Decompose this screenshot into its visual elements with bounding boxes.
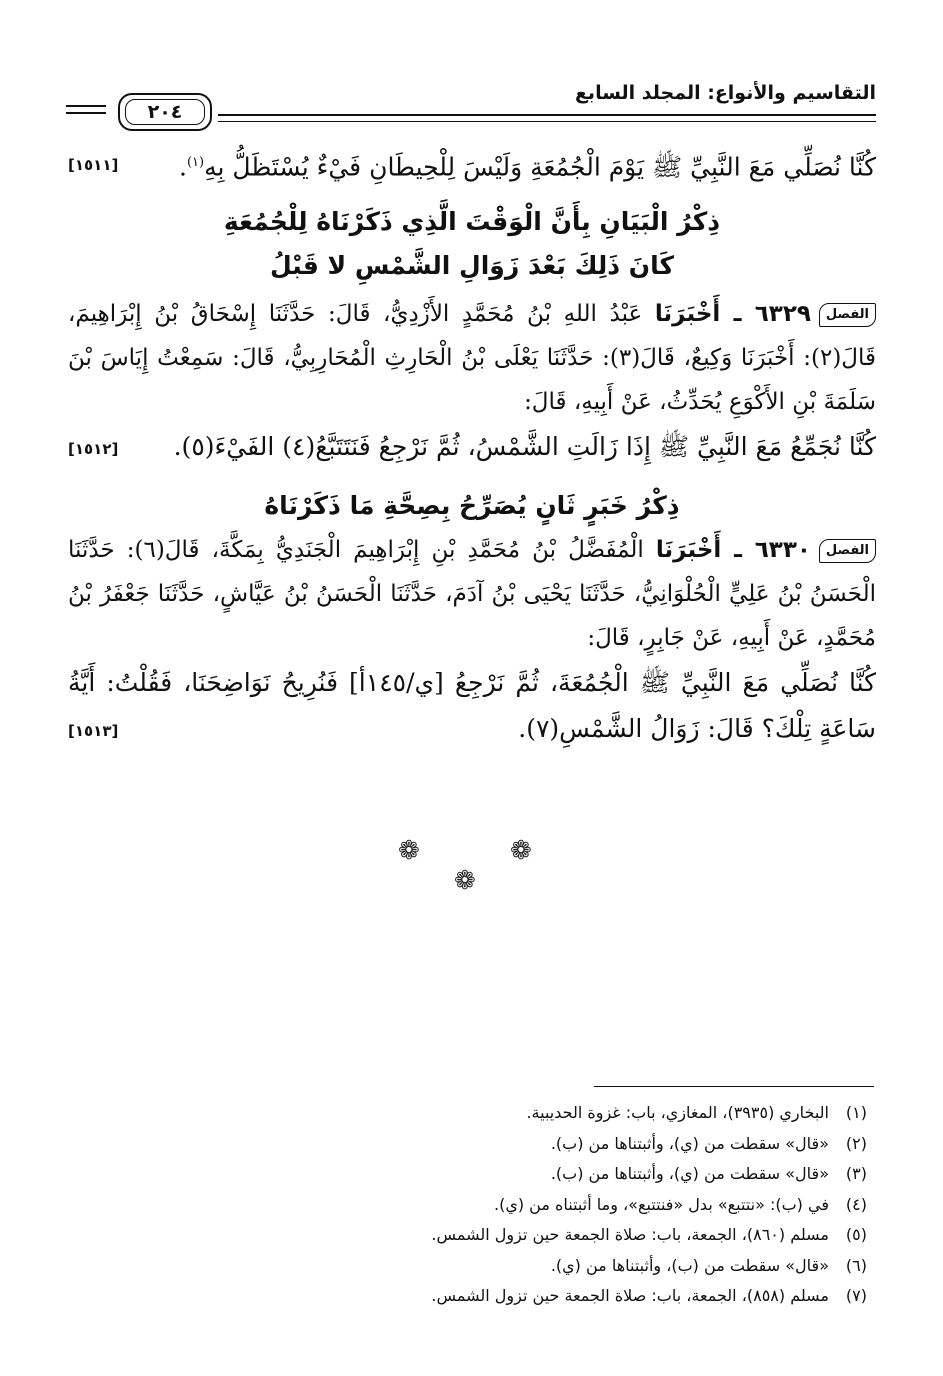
footnote-item: (٦)«قال» سقطت من (ب)، وأثبتناها من (ي). — [550, 1255, 867, 1275]
page-header — [66, 74, 876, 132]
header-rule — [218, 114, 876, 122]
footnote-item: (٥)مسلم (٨٦٠)، الجمعة، باب: صلاة الجمعة حين تزول الشمس. — [431, 1225, 867, 1244]
page-body — [68, 140, 876, 754]
hadith-6329-isnad — [68, 292, 876, 424]
header-rule-left — [66, 105, 106, 114]
footnote-item: (٢)«قال» سقطت من (ي)، وأثبتناها من (ب). — [550, 1133, 867, 1153]
matn-text: كُنَّا نُصَلِّي مَعَ النَّبِيِّ ﷺ يَوْمَ الْجُمُعَةِ وَلَيْسَ لِلْحِيطَانِ فَيْءٌ يُسْتَظَلُّ بِهِ — [204, 152, 876, 182]
flower-ornament-icon: ❁ — [454, 866, 476, 896]
footnote-item: (١)البخاري (٣٩٣٥)، المغازي، باب: غزوة الحديبية. — [526, 1103, 867, 1122]
hadith-6330-matn — [68, 660, 876, 752]
hadith-number: ٦٣٣٠ ـ أَخْبَرَنَا — [655, 537, 811, 564]
page-number: ٢٠٤ — [125, 99, 205, 125]
isnad-text: الْمُفَضَّلُ بْنُ مُحَمَّدِ بْنِ إِبْرَاهِيمَ الْجَنَدِيُّ بِمَكَّةَ، قَالَ(٦): حَدَّثَنَا الْحَسَنُ بْنُ عَلِيٍّ الْحُلْوَانِيُّ، حَدَّثَنَا يَحْيَى بْنُ آدَمَ، حَدَّثَنَا الْحَسَنُ بْنُ عَيَّاشٍ، حَدَّثَنَا جَعْفَرُ بْنُ مُحَمَّدٍ، عَنْ أَبِيهِ، عَنْ جَابِرٍ، قَالَ: — [68, 537, 876, 652]
hadith-number: ٦٣٢٩ ـ أَخْبَرَنَا — [654, 301, 811, 328]
matn-text: كُنَّا نُصَلِّي مَعَ النَّبِيِّ ﷺ الْجُمُعَةَ، ثُمَّ نَرْجِعُ [ي/١٤٥أ] فَنُرِيحُ نَوَاضِحَنَا، فَقُلْتُ: أَيَّةُ سَاعَةٍ تِلْكَ؟ قَالَ: زَوَالُ الشَّمْسِ(٧). — [68, 668, 877, 744]
footnote-item: (٤)في (ب): «نتتبع» بدل «فنتتبع»، وما أثبتناه من (ي). — [494, 1194, 867, 1214]
flower-ornament-icon: ❁ — [510, 836, 532, 866]
hadith-6329-matn — [68, 424, 876, 470]
footnotes — [107, 1098, 867, 1312]
footnote-marker: (١) — [186, 155, 205, 170]
hadith-6330-isnad — [68, 528, 876, 660]
footnote-item: (٣)«قال» سقطت من (ي)، وأثبتناها من (ب). — [550, 1164, 867, 1183]
section-heading-1-line-1: ذِكْرُ الْبَيَانِ بِأَنَّ الْوَقْتَ الَّذِي ذَكَرْنَاهُ لِلْجُمُعَةِ — [223, 207, 721, 237]
section-heading-2: ذِكْرُ خَبَرٍ ثَانٍ يُصَرِّحُ بِصِحَّةِ مَا ذَكَرْنَاهُ — [264, 491, 680, 521]
footnote-item: (٧)مسلم (٨٥٨)، الجمعة، باب: صلاة الجمعة حين تزول الشمس. — [431, 1286, 867, 1305]
reference-number: [١٥١٣] — [68, 722, 119, 741]
hadith-6328-tail: [١٥١١] كُنَّا نُصَلِّي مَعَ النَّبِيِّ ﷺ يَوْمَ الْجُمُعَةِ وَلَيْسَ لِلْحِيطَانِ فَيْءٌ يُسْتَظَلُّ بِهِ$^{(١)}$. — [68, 140, 876, 190]
reference-number: [١٥١٢] — [68, 440, 119, 459]
running-title: التقاسيم والأنواع: المجلد السابع — [574, 82, 876, 104]
section-end-ornaments — [0, 838, 943, 898]
chapter-badge-icon: الفصل — [819, 303, 876, 327]
chapter-badge-icon: الفصل — [819, 539, 876, 563]
matn-text: كُنَّا نُجَمِّعُ مَعَ النَّبِيِّ ﷺ إِذَا زَالَتِ الشَّمْسُ، ثُمَّ نَرْجِعُ فَنَتَتَبَّعُ(٤) الفَيْءَ(٥). — [173, 432, 876, 462]
isnad-text: عَبْدُ اللهِ بْنُ مُحَمَّدٍ الأَزْدِيُّ، قَالَ: حَدَّثَنَا إِسْحَاقُ بْنُ إِبْرَاهِيمَ، قَالَ(٢): أَخْبَرَنَا وَكِيعٌ، قَالَ(٣): حَدَّثَنَا يَعْلَى بْنُ الْحَارِثِ الْمُحَارِبِيُّ، قَالَ: سَمِعْتُ إِيَاسَ بْنَ سَلَمَةَ بْنِ الأَكْوَعِ يُحَدِّثُ، عَنْ أَبِيهِ، قَالَ: — [68, 301, 877, 416]
page-number-box — [118, 93, 212, 131]
section-heading-1-line-2: كَانَ ذَلِكَ بَعْدَ زَوَالِ الشَّمْسِ لا قَبْلُ — [269, 251, 675, 281]
flower-ornament-icon: ❁ — [398, 836, 420, 866]
footnote-separator — [594, 1086, 874, 1087]
reference-number: [١٥١١] — [68, 156, 119, 174]
